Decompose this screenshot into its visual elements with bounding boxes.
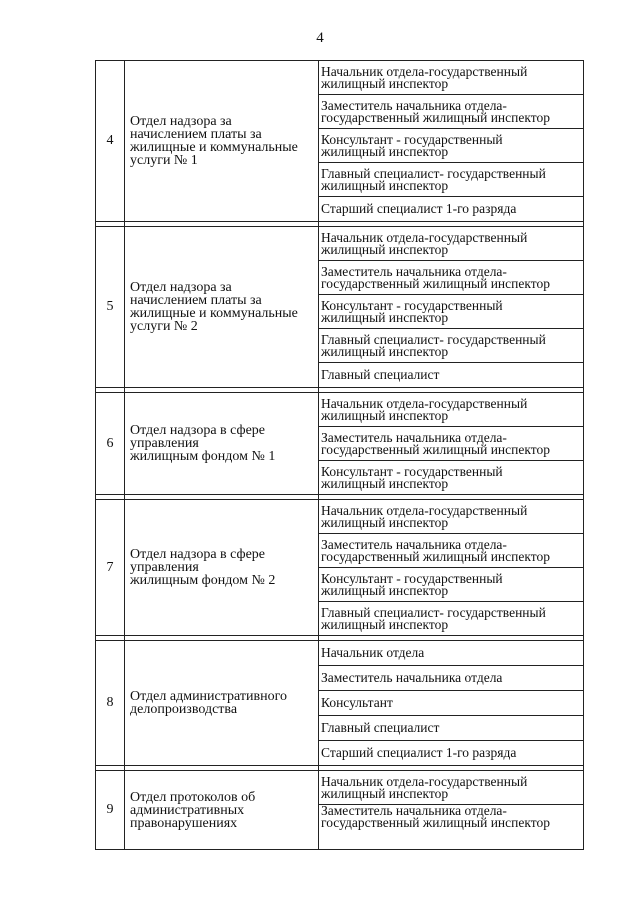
department-number: 5 — [96, 227, 125, 388]
position-title: Главный специалист- государственный жилищный инспектор — [319, 602, 584, 636]
department-name: Отдел надзора в сфере управления жилищным фондом № 2 — [125, 500, 319, 636]
position-title: Старший специалист 1-го разряда — [319, 741, 584, 766]
position-title: Заместитель начальника отдела- государственный жилищный инспектор — [319, 261, 584, 295]
position-row — [96, 641, 584, 666]
department-name: Отдел надзора за начислением платы за жилищные и коммунальные услуги № 2 — [125, 227, 319, 388]
position-title: Консультант - государственный жилищный инспектор — [319, 129, 584, 163]
department-number: 9 — [96, 771, 125, 850]
position-title: Консультант - государственный жилищный инспектор — [319, 568, 584, 602]
department-number: 7 — [96, 500, 125, 636]
department-number: 8 — [96, 641, 125, 766]
department-number: 6 — [96, 393, 125, 495]
position-title: Начальник отдела-государственный жилищный инспектор — [319, 771, 584, 805]
position-title: Старший специалист 1-го разряда — [319, 197, 584, 222]
position-title: Консультант — [319, 691, 584, 716]
position-title: Заместитель начальника отдела — [319, 666, 584, 691]
position-row — [96, 227, 584, 261]
position-row — [96, 61, 584, 95]
position-row — [96, 771, 584, 805]
department-number: 4 — [96, 61, 125, 222]
department-name: Отдел надзора за начислением платы за жилищные и коммунальные услуги № 1 — [125, 61, 319, 222]
position-title: Заместитель начальника отдела- государственный жилищный инспектор — [319, 534, 584, 568]
staff-table-body — [96, 61, 584, 850]
position-title: Начальник отдела-государственный жилищный инспектор — [319, 227, 584, 261]
department-name: Отдел административного делопроизводства — [125, 641, 319, 766]
position-title: Начальник отдела-государственный жилищный инспектор — [319, 61, 584, 95]
department-name: Отдел протоколов об административных правонарушениях — [125, 771, 319, 850]
position-title: Начальник отдела-государственный жилищный инспектор — [319, 500, 584, 534]
position-title: Главный специалист- государственный жилищный инспектор — [319, 163, 584, 197]
position-title: Начальник отдела-государственный жилищный инспектор — [319, 393, 584, 427]
position-row — [96, 500, 584, 534]
position-title: Начальник отдела — [319, 641, 584, 666]
position-title: Консультант - государственный жилищный инспектор — [319, 295, 584, 329]
department-name: Отдел надзора в сфере управления жилищным фондом № 1 — [125, 393, 319, 495]
position-title: Главный специалист — [319, 716, 584, 741]
position-title: Заместитель начальника отдела- государственный жилищный инспектор — [319, 95, 584, 129]
position-title: Главный специалист — [319, 363, 584, 388]
position-title: Консультант - государственный жилищный инспектор — [319, 461, 584, 495]
position-row — [96, 393, 584, 427]
position-title: Заместитель начальника отдела- государственный жилищный инспектор — [319, 805, 584, 850]
position-title: Заместитель начальника отдела- государственный жилищный инспектор — [319, 427, 584, 461]
page-number: 4 — [316, 30, 324, 46]
position-title: Главный специалист- государственный жилищный инспектор — [319, 329, 584, 363]
staff-table — [95, 60, 584, 850]
